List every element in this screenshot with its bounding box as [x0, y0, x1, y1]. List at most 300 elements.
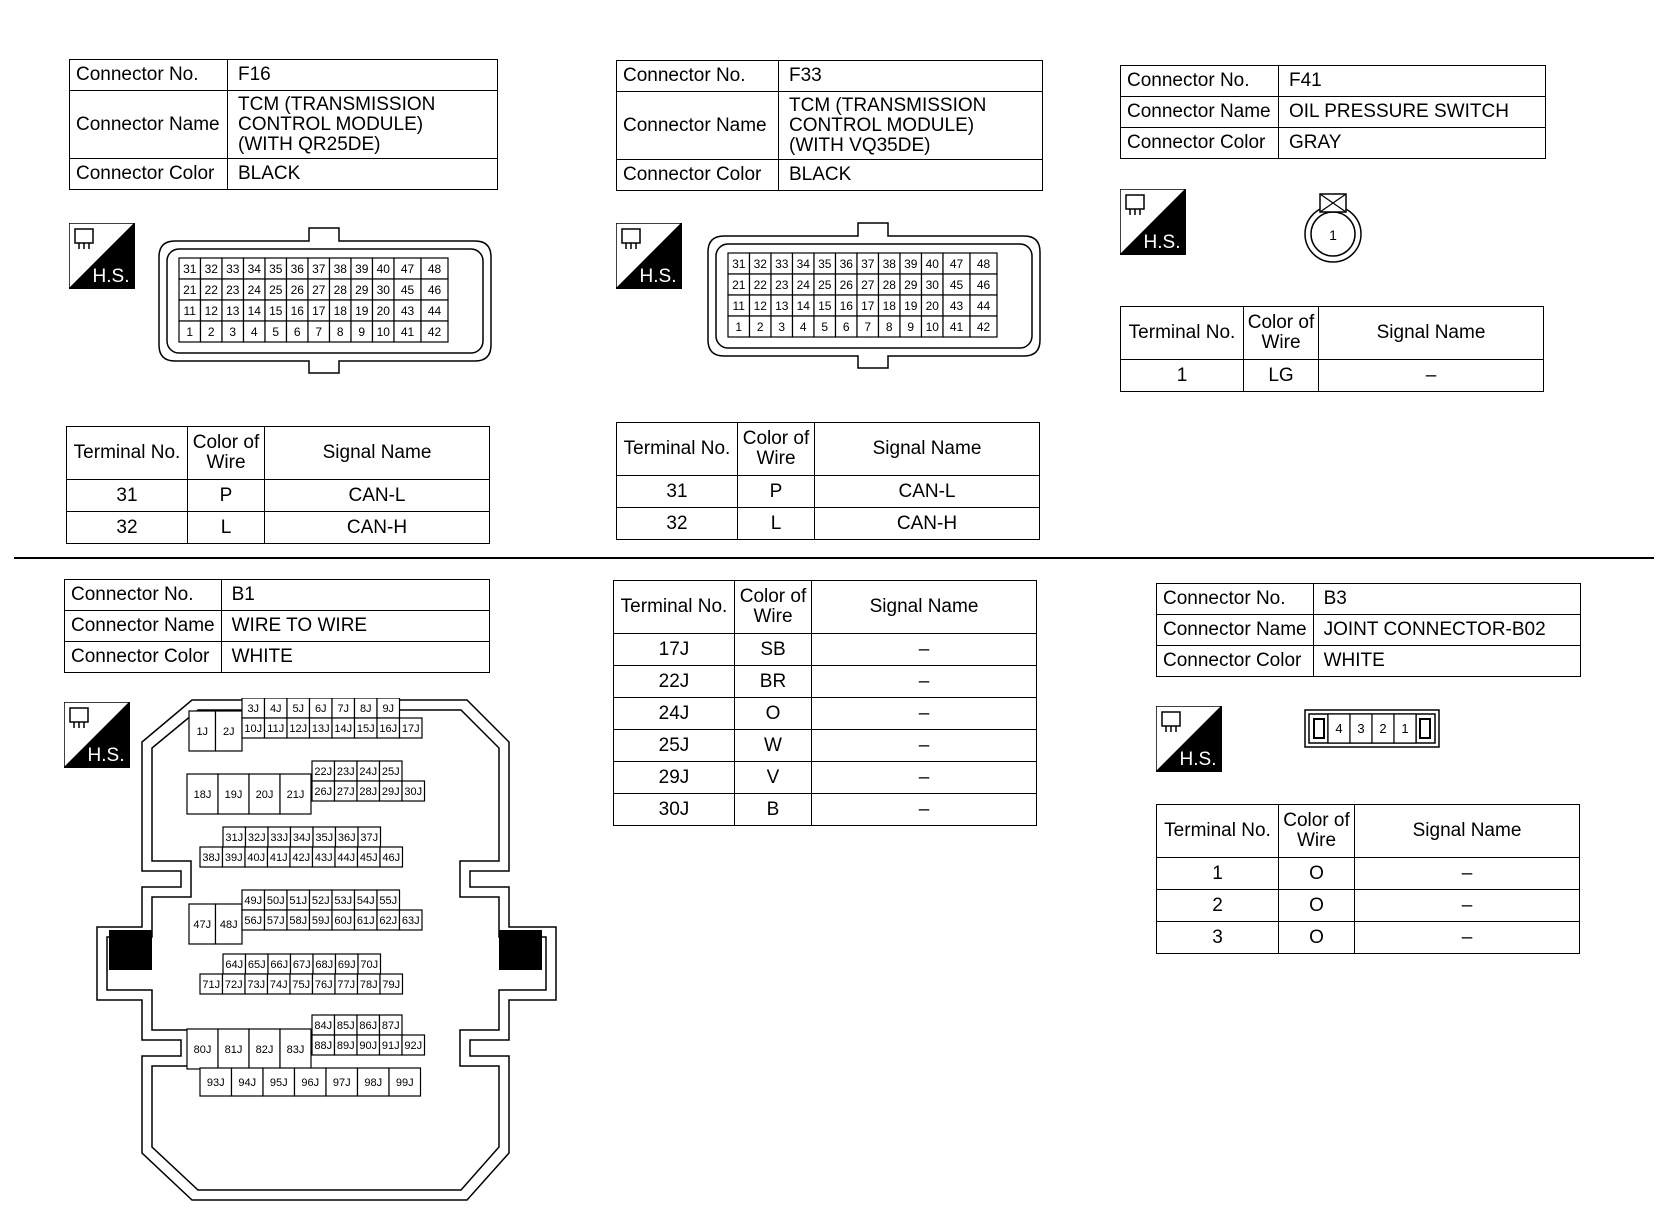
pin-label: 48	[976, 256, 991, 271]
wire-color: L	[188, 512, 265, 544]
pin-label: 1	[735, 319, 743, 334]
pin-label: 3J	[247, 702, 260, 715]
pin-label: 8	[336, 324, 344, 339]
pin-label: 32	[204, 261, 218, 276]
signal-name: –	[1355, 858, 1580, 890]
signal-name: –	[812, 730, 1037, 762]
pin-label: 35	[818, 256, 832, 271]
pin-label: 10	[376, 324, 390, 339]
terminal-no: 1	[1157, 858, 1279, 890]
pin-label: 40	[925, 256, 939, 271]
pin-label: 75J	[292, 978, 311, 991]
pin-label: 93J	[206, 1076, 225, 1089]
pin-label: 9	[907, 319, 915, 334]
pin-label: 2	[756, 319, 764, 334]
wire-color: O	[735, 698, 812, 730]
terminal-no: 1	[1121, 360, 1244, 392]
f33-connector-color-label: Connector Color	[617, 160, 779, 191]
terminal-no: 31	[67, 480, 188, 512]
pin-label: 5	[272, 324, 280, 339]
pin-label: 4	[799, 319, 807, 334]
pin-label: 91J	[381, 1039, 400, 1052]
pin-label: 34	[796, 256, 810, 271]
pin-label: 11	[183, 303, 196, 318]
f16-connector-name-label: Connector Name	[70, 91, 228, 159]
pin-label: 65J	[247, 958, 266, 971]
pin-label: 15	[269, 303, 283, 318]
pin-label: 13	[775, 298, 789, 313]
pin-label: 8	[885, 319, 893, 334]
table-row	[1121, 360, 1544, 392]
pin-label: 34	[247, 261, 261, 276]
wire-color: LG	[1244, 360, 1319, 392]
terminal-no: 32	[617, 508, 738, 540]
pin-label: 32	[753, 256, 767, 271]
pin-label: 46	[427, 282, 442, 297]
pin-label: 70J	[360, 958, 379, 971]
pin-label: 1	[1401, 721, 1409, 737]
pin-label: 6	[842, 319, 850, 334]
f16-terminal-table	[66, 426, 490, 544]
f16-signal-name-header: Signal Name	[265, 427, 490, 480]
b1-connector-no: B1	[221, 580, 489, 611]
pin-label: 67J	[292, 958, 311, 971]
pin-label: 16	[290, 303, 304, 318]
pin-label: 98J	[364, 1076, 383, 1089]
pin-label: 92J	[404, 1039, 423, 1052]
pin-label: 28J	[359, 785, 378, 798]
pin-label: 51J	[289, 894, 308, 907]
pin-label: 24	[796, 277, 810, 292]
f33-hs-icon	[616, 223, 682, 289]
pin-label: 63J	[401, 914, 420, 927]
f16-wire-color-header: Color of Wire	[188, 427, 265, 480]
pin-label: 44J	[337, 851, 356, 864]
f33-connector-no: F33	[779, 61, 1043, 92]
pin-label: 23	[226, 282, 240, 297]
pin-label: 18	[333, 303, 347, 318]
terminal-no: 2	[1157, 890, 1279, 922]
pin-label: 69J	[337, 958, 356, 971]
pin-label: 7	[864, 319, 872, 334]
pin-label: 95J	[269, 1076, 288, 1089]
pin-label: 37J	[360, 831, 379, 844]
pin-label: 89J	[336, 1039, 355, 1052]
terminal-no: 24J	[614, 698, 735, 730]
pin-label: 76J	[314, 978, 333, 991]
pin-label: 40J	[247, 851, 266, 864]
b1-terminal-table	[613, 580, 1037, 826]
terminal-no: 29J	[614, 762, 735, 794]
b1-connector-face	[95, 698, 565, 1204]
f41-connector-color-label: Connector Color	[1121, 128, 1279, 159]
pin-label: 14J	[334, 722, 353, 735]
pin-label: 25	[269, 282, 283, 297]
pin-label: 40	[376, 261, 390, 276]
pin-label: 30	[376, 282, 390, 297]
pin-label: 4	[1335, 721, 1343, 737]
f41-connector-no-label: Connector No.	[1121, 66, 1279, 97]
pin-label: 57J	[266, 914, 285, 927]
f33-hs-label: H.S.	[639, 266, 677, 287]
table-row	[1157, 922, 1580, 954]
signal-name: –	[812, 762, 1037, 794]
pin-label: 25	[818, 277, 832, 292]
signal-name: –	[812, 794, 1037, 826]
wire-color: P	[188, 480, 265, 512]
b3-hs-icon	[1156, 706, 1222, 772]
pin-label: 88J	[314, 1039, 333, 1052]
pin-label: 3	[229, 324, 237, 339]
terminal-no: 22J	[614, 666, 735, 698]
pin-label: 42	[976, 319, 991, 334]
pin-label: 25J	[381, 765, 400, 778]
b1-terminal-no-header: Terminal No.	[614, 581, 735, 634]
pin-label: 94J	[238, 1076, 257, 1089]
pin-label: 72J	[224, 978, 243, 991]
pin-label: 43	[949, 298, 964, 313]
f33-connector-face	[704, 220, 1044, 376]
pin-label: 96J	[301, 1076, 320, 1089]
pin-label: 10J	[244, 722, 263, 735]
terminal-no: 30J	[614, 794, 735, 826]
wire-color: O	[1279, 890, 1355, 922]
table-row	[1157, 890, 1580, 922]
pin-label: 32J	[247, 831, 266, 844]
pin-label: 38	[333, 261, 347, 276]
f41-pin-1: 1	[1329, 227, 1337, 243]
signal-name: –	[812, 634, 1037, 666]
b1-signal-name-header: Signal Name	[812, 581, 1037, 634]
wire-color: O	[1279, 858, 1355, 890]
pin-label: 31	[183, 261, 197, 276]
pin-label: 45	[949, 277, 964, 292]
pin-label: 82J	[255, 1043, 274, 1056]
pin-label: 33	[226, 261, 240, 276]
pin-label: 20	[925, 298, 939, 313]
pin-label: 6J	[314, 702, 327, 715]
pin-label: 5J	[292, 702, 305, 715]
pin-label: 21J	[286, 788, 305, 801]
pin-label: 3	[778, 319, 786, 334]
pin-label: 50J	[266, 894, 285, 907]
wire-color: V	[735, 762, 812, 794]
table-row	[617, 476, 1040, 508]
f41-terminal-table	[1120, 306, 1544, 392]
pin-label: 14	[247, 303, 261, 318]
pin-label: 27	[312, 282, 326, 297]
signal-name: CAN-L	[815, 476, 1040, 508]
pin-label: 1J	[196, 725, 209, 738]
b3-signal-name-header: Signal Name	[1355, 805, 1580, 858]
pin-label: 12	[204, 303, 218, 318]
pin-label: 43J	[314, 851, 333, 864]
pin-label: 99J	[395, 1076, 414, 1089]
f33-connector-name-label: Connector Name	[617, 92, 779, 160]
pin-label: 11	[732, 298, 745, 313]
b1-info-table	[64, 579, 490, 673]
f16-info-table	[69, 59, 498, 190]
f16-hs-label: H.S.	[92, 266, 130, 287]
f41-connector-no: F41	[1279, 66, 1546, 97]
b1-wire-color-header: Color of Wire	[735, 581, 812, 634]
pin-label: 55J	[379, 894, 398, 907]
f16-pin-grid	[179, 258, 448, 342]
pin-label: 45J	[359, 851, 378, 864]
pin-label: 26	[839, 277, 853, 292]
table-row	[614, 762, 1037, 794]
pin-label: 13J	[311, 722, 330, 735]
pin-label: 47	[400, 261, 415, 276]
pin-label: 21	[732, 277, 746, 292]
b3-wire-color-header: Color of Wire	[1279, 805, 1355, 858]
table-row	[67, 480, 490, 512]
pin-label: 34J	[292, 831, 311, 844]
pin-label: 36	[839, 256, 853, 271]
pin-label: 90J	[359, 1039, 378, 1052]
pin-label: 22	[753, 277, 767, 292]
f33-signal-name-header: Signal Name	[815, 423, 1040, 476]
pin-label: 21	[183, 282, 197, 297]
pin-label: 54J	[356, 894, 375, 907]
pin-label: 13	[226, 303, 240, 318]
f41-info-table	[1120, 65, 1546, 159]
pin-label: 3	[1357, 721, 1365, 737]
pin-label: 29	[355, 282, 369, 297]
pin-label: 15J	[356, 722, 375, 735]
pin-label: 36	[290, 261, 304, 276]
pin-label: 35J	[315, 831, 334, 844]
f33-connector-name: TCM (TRANSMISSION CONTROL MODULE) (WITH VQ35DE)	[779, 92, 1043, 160]
pin-label: 19	[355, 303, 369, 318]
table-row	[614, 794, 1037, 826]
pin-label: 17J	[401, 722, 420, 735]
pin-label: 38J	[202, 851, 221, 864]
pin-label: 77J	[337, 978, 356, 991]
pin-label: 80J	[193, 1043, 212, 1056]
pin-label: 33J	[270, 831, 289, 844]
b3-connector-no-label: Connector No.	[1157, 584, 1314, 615]
table-row	[1157, 858, 1580, 890]
pin-label: 1	[186, 324, 194, 339]
pin-label: 7J	[337, 702, 350, 715]
wire-color: SB	[735, 634, 812, 666]
b1-connector-color-label: Connector Color	[65, 642, 222, 673]
pin-label: 22J	[314, 765, 333, 778]
pin-label: 84J	[314, 1019, 333, 1032]
pin-label: 8J	[359, 702, 372, 715]
f16-connector-color: BLACK	[228, 159, 498, 190]
b3-connector-name-label: Connector Name	[1157, 615, 1314, 646]
pin-label: 15	[818, 298, 832, 313]
f41-connector-color: GRAY	[1279, 128, 1546, 159]
b1-connector-no-label: Connector No.	[65, 580, 222, 611]
pin-label: 29	[904, 277, 918, 292]
pin-label: 23J	[336, 765, 355, 778]
b3-info-table	[1156, 583, 1581, 677]
f16-connector-no-label: Connector No.	[70, 60, 228, 91]
pin-label: 5	[821, 319, 829, 334]
pin-label: 4J	[269, 702, 282, 715]
pin-label: 41	[400, 324, 415, 339]
pin-label: 33	[775, 256, 789, 271]
f41-connector-name-label: Connector Name	[1121, 97, 1279, 128]
f16-terminal-no-header: Terminal No.	[67, 427, 188, 480]
pin-label: 97J	[332, 1076, 351, 1089]
pin-label: 26J	[314, 785, 333, 798]
pin-label: 64J	[225, 958, 244, 971]
b1-connector-name-label: Connector Name	[65, 611, 222, 642]
pin-label: 44	[427, 303, 442, 318]
pin-label: 71J	[202, 978, 221, 991]
pin-label: 28	[333, 282, 347, 297]
pin-label: 42	[427, 324, 442, 339]
pin-label: 10	[925, 319, 939, 334]
f41-connector-name: OIL PRESSURE SWITCH	[1279, 97, 1546, 128]
pin-label: 45	[400, 282, 415, 297]
f16-connector-color-label: Connector Color	[70, 159, 228, 190]
wire-color: BR	[735, 666, 812, 698]
wire-color: L	[738, 508, 815, 540]
pin-label: 14	[796, 298, 810, 313]
table-row	[614, 698, 1037, 730]
pin-label: 18	[882, 298, 896, 313]
pin-label: 59J	[311, 914, 330, 927]
pin-label: 81J	[224, 1043, 243, 1056]
pin-label: 23	[775, 277, 789, 292]
signal-name: CAN-H	[815, 508, 1040, 540]
signal-name: CAN-L	[265, 480, 490, 512]
pin-label: 48J	[219, 918, 238, 931]
pin-label: 39	[355, 261, 369, 276]
b3-connector-color-label: Connector Color	[1157, 646, 1314, 677]
pin-label: 85J	[336, 1019, 355, 1032]
pin-label: 17	[861, 298, 875, 313]
pin-label: 52J	[311, 894, 330, 907]
f41-connector-face	[1300, 190, 1366, 266]
pin-label: 31J	[225, 831, 244, 844]
b3-pin-grid	[1328, 714, 1416, 743]
pin-label: 39	[904, 256, 918, 271]
table-row	[614, 666, 1037, 698]
pin-label: 20J	[255, 788, 274, 801]
b3-connector-name: JOINT CONNECTOR-B02	[1313, 615, 1580, 646]
f33-pin-grid	[728, 253, 997, 337]
terminal-no: 17J	[614, 634, 735, 666]
b3-terminal-no-header: Terminal No.	[1157, 805, 1279, 858]
b1-left-latch	[109, 930, 152, 970]
signal-name: –	[1355, 922, 1580, 954]
f33-wire-color-header: Color of Wire	[738, 423, 815, 476]
pin-label: 66J	[270, 958, 289, 971]
pin-label: 24	[247, 282, 261, 297]
f41-hs-label: H.S.	[1143, 232, 1181, 253]
pin-label: 26	[290, 282, 304, 297]
b3-connector-no: B3	[1313, 584, 1580, 615]
table-row	[617, 508, 1040, 540]
pin-label: 27J	[336, 785, 355, 798]
f33-info-table	[616, 60, 1043, 191]
pin-label: 46J	[382, 851, 401, 864]
wire-color: O	[1279, 922, 1355, 954]
pin-label: 31	[732, 256, 746, 271]
pin-label: 27	[861, 277, 875, 292]
signal-name: –	[812, 666, 1037, 698]
wire-color: P	[738, 476, 815, 508]
pin-label: 62J	[379, 914, 398, 927]
terminal-no: 25J	[614, 730, 735, 762]
pin-label: 60J	[334, 914, 353, 927]
signal-name: –	[812, 698, 1037, 730]
f16-hs-icon	[69, 223, 135, 289]
pin-label: 28	[882, 277, 896, 292]
pin-label: 2	[207, 324, 215, 339]
f33-connector-color: BLACK	[779, 160, 1043, 191]
pin-label: 38	[882, 256, 896, 271]
pin-label: 87J	[381, 1019, 400, 1032]
f41-signal-name-header: Signal Name	[1319, 307, 1544, 360]
pin-label: 19	[904, 298, 918, 313]
b3-connector-color: WHITE	[1313, 646, 1580, 677]
pin-label: 22	[204, 282, 218, 297]
pin-label: 36J	[337, 831, 356, 844]
pin-label: 47	[949, 256, 964, 271]
pin-label: 37	[861, 256, 875, 271]
f16-connector-name: TCM (TRANSMISSION CONTROL MODULE) (WITH QR25DE)	[228, 91, 498, 159]
pin-label: 24J	[359, 765, 378, 778]
section-divider	[14, 557, 1654, 559]
pin-label: 9J	[382, 702, 395, 715]
pin-label: 43	[400, 303, 415, 318]
pin-label: 35	[269, 261, 283, 276]
wire-color: B	[735, 794, 812, 826]
pin-label: 68J	[315, 958, 334, 971]
pin-label: 6	[293, 324, 301, 339]
pin-label: 83J	[286, 1043, 305, 1056]
signal-name: CAN-H	[265, 512, 490, 544]
b1-right-latch	[499, 930, 542, 970]
pin-label: 11J	[267, 722, 285, 735]
pin-label: 7	[315, 324, 323, 339]
pin-label: 46	[976, 277, 991, 292]
b3-terminal-table	[1156, 804, 1580, 954]
pin-label: 19J	[224, 788, 243, 801]
pin-label: 4	[250, 324, 258, 339]
signal-name: –	[1319, 360, 1544, 392]
pin-label: 79J	[382, 978, 401, 991]
pin-label: 44	[976, 298, 991, 313]
pin-label: 2	[1379, 721, 1387, 737]
b1-connector-color: WHITE	[221, 642, 489, 673]
terminal-no: 32	[67, 512, 188, 544]
b3-connector-face	[1304, 709, 1440, 749]
wire-color: W	[735, 730, 812, 762]
terminal-no: 31	[617, 476, 738, 508]
pin-label: 41	[949, 319, 964, 334]
b1-hs-label: H.S.	[87, 745, 125, 766]
pin-label: 58J	[289, 914, 308, 927]
pin-label: 41J	[269, 851, 288, 864]
pin-label: 20	[376, 303, 390, 318]
f33-terminal-table	[616, 422, 1040, 540]
f16-connector-no: F16	[228, 60, 498, 91]
pin-label: 9	[358, 324, 366, 339]
terminal-no: 3	[1157, 922, 1279, 954]
pin-label: 16J	[379, 722, 398, 735]
table-row	[614, 730, 1037, 762]
pin-label: 47J	[193, 918, 212, 931]
pin-label: 12	[753, 298, 767, 313]
